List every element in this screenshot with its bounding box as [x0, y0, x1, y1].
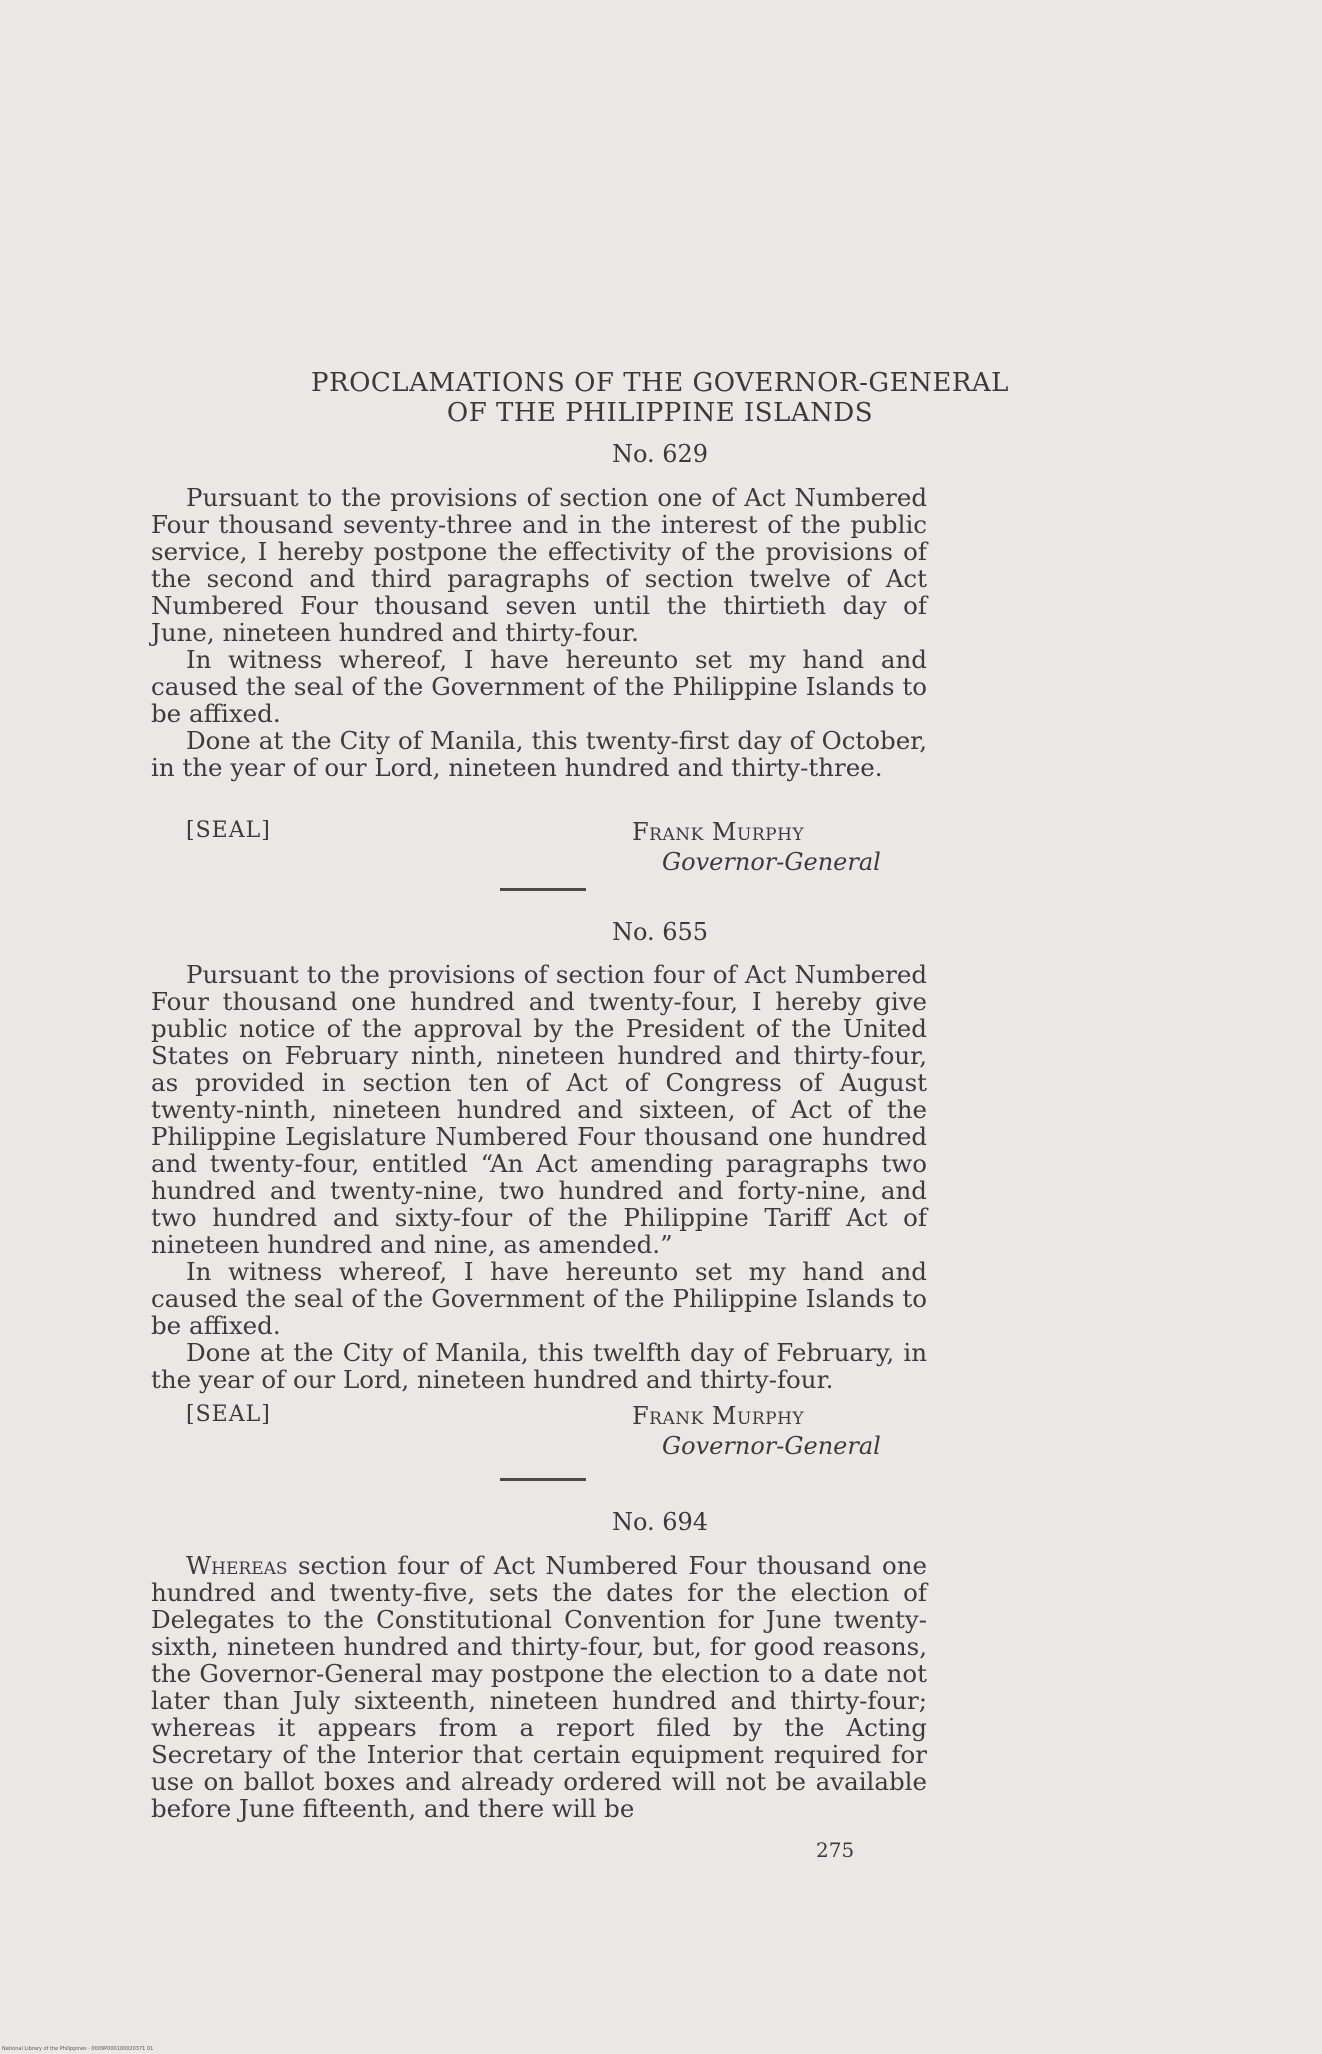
heading-line-1: PROCLAMATIONS OF THE GOVERNOR-GENERAL [311, 368, 1009, 398]
proclamation-body [151, 961, 927, 1393]
proclamation-body [151, 484, 927, 781]
document-heading [140, 368, 1180, 428]
paragraph: In witness whereof, I have hereunto set my hand and caused the seal of the Government of the Philippine Islands to be affixed. [151, 645, 927, 728]
archive-footer-note: National Library of the Philippines · 0009P000100020371 01 [2, 2046, 154, 2052]
seal-mark: [SEAL] [186, 1402, 271, 1427]
proclamation-number: No. 694 [611, 1508, 709, 1536]
signer-name: Frank Murphy [632, 1402, 805, 1430]
paragraph: Done at the City of Manila, this twelfth day of February, in the year of our Lord, nineteen hundred and thirty-four. [151, 1338, 927, 1394]
section-divider [500, 1478, 586, 1481]
paragraph: Done at the City of Manila, this twenty-first day of October, in the year of our Lord, nineteen hundred and thirty-three. [151, 726, 927, 782]
page-number: 275 [816, 1838, 855, 1862]
heading-line-2: OF THE PHILIPPINE ISLANDS [446, 398, 874, 428]
paragraph: Pursuant to the provisions of section one of Act Numbered Four thousand seventy-three and in the interest of the public service, I hereby postpone the effectivity of the provisions of the second and third paragraphs of section twelve of Act Numbered Four thousand seven until the thirtieth day of June, nineteen hundred and thirty-four. [151, 483, 927, 647]
section-divider [500, 888, 586, 891]
paragraph-text: section four of Act Numbered Four thousand one hundred and twenty-five, sets the dates for the election of Delegates to the Constitutional Convention for June twenty-sixth, nineteen hundred and thirty-four, but, for good reasons, the Governor-General may postpone the election to a date not later than July sixteenth, nineteen hundred and thirty-four; whereas it appears from a report filed by the Acting Secretary of the Interior that certain equipment required for use on ballot boxes and already ordered will not be available before June fifteenth, and there will be [151, 1551, 927, 1823]
signer-name: Frank Murphy [632, 818, 805, 846]
proclamation-number: No. 629 [611, 440, 709, 468]
proclamation-number: No. 655 [611, 918, 709, 946]
paragraph [151, 1552, 927, 1822]
paragraph: Pursuant to the provisions of section four of Act Numbered Four thousand one hundred and twenty-four, I hereby give public notice of the approval by the President of the United States on February ninth, nineteen hundred and thirty-four, as provided in section ten of Act of Congress of August twenty-ninth, nineteen hundred and sixteen, of Act of the Philippine Legislature Numbered Four thousand one hundred and twenty-four, entitled “An Act amending paragraphs two hundred and twenty-nine, two hundred and forty-nine, and two hundred and sixty-four of the Philippine Tariff Act of nineteen hundred and nine, as amended.” [151, 960, 927, 1259]
signer-title: Governor-General [662, 1432, 881, 1460]
signer-title: Governor-General [662, 848, 881, 876]
seal-mark: [SEAL] [186, 818, 271, 843]
paragraph: In witness whereof, I have hereunto set my hand and caused the seal of the Government of the Philippine Islands to be affixed. [151, 1257, 927, 1340]
proclamation-body [151, 1552, 927, 1822]
lead-word: Whereas [186, 1551, 288, 1580]
